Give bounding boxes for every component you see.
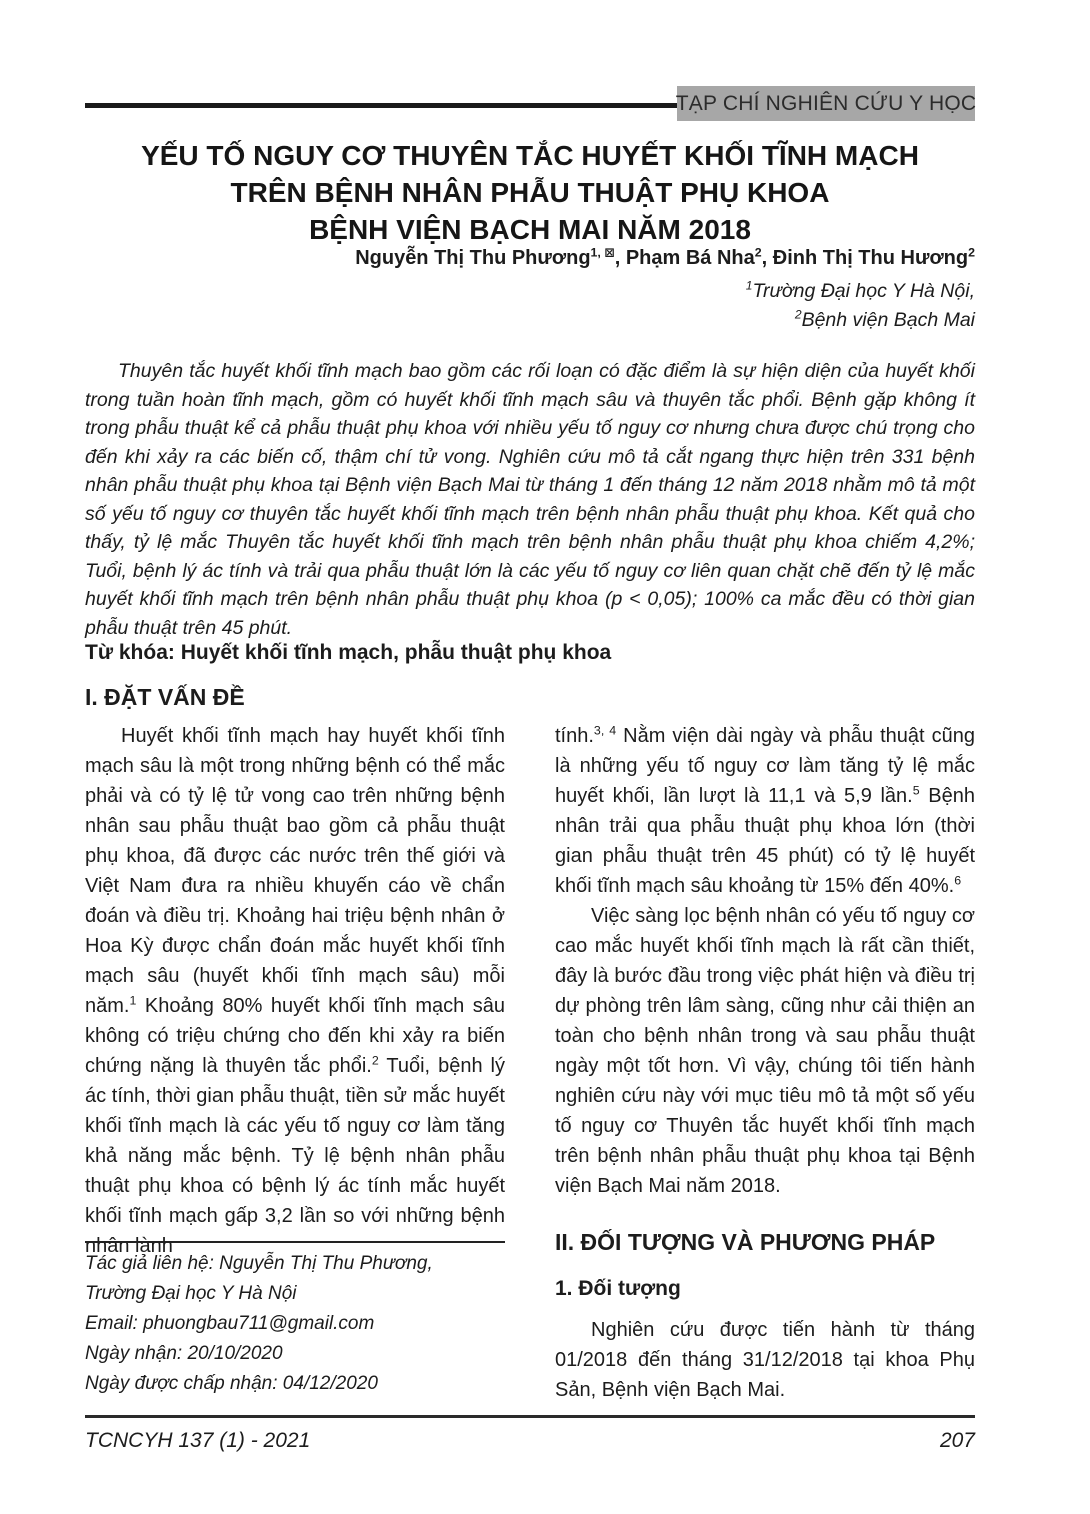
citation-ref: 2 (371, 1053, 379, 1068)
journal-header-box (677, 86, 975, 121)
affiliation-marker-2: 2 (794, 307, 802, 322)
intro-paragraph-1: Huyết khối tĩnh mạch hay huyết khối tĩnh mạch sâu là một trong những bệnh có thể mắc phải và có tỷ lệ tử vong cao trên những bệnh nhân sau phẫu thuật bao gồm cả phẫu thuật phụ khoa, đã được các nước trên thế giới và Việt Nam đưa ra nhiều khuyến cáo về chẩn đoán và điều trị. Khoảng hai triệu bệnh nhân ở Hoa Kỳ được chẩn đoán mắc huyết khối tĩnh mạch sâu (huyết khối tĩnh mạch sâu) mỗi năm.$^1$ Khoảng 80% huyết khối tĩnh mạch sâu không có triệu chứng cho đến khi xảy ra biến chứng nặng là thuyên tắc phổi.$^2$ Tuổi, bệnh lý ác tính, thời gian phẫu thuật, tiền sử mắc huyết khối tĩnh mạch là các yếu tố nguy cơ làm tăng khả năng mắc bệnh. Tỷ lệ bệnh nhân phẫu thuật phụ khoa có bệnh lý ác tính mắc huyết khối tĩnh mạch gấp 3,2 lần so với những bệnh nhân lành (85, 725, 505, 1257)
affiliation-marker-1: 1 (745, 278, 753, 293)
title-line-2: TRÊN BỆNH NHÂN PHẪU THUẬT PHỤ KHOA (230, 177, 830, 208)
intro-left-column (85, 721, 505, 1261)
subsection-1-heading: 1. Đối tượng (555, 1277, 681, 1300)
intro-paragraph-2: Việc sàng lọc bệnh nhân có yếu tố nguy cơ cao mắc huyết khối tĩnh mạch là rất cần thiết, đây là bước đầu trong việc phát hiện và điều trị dự phòng trên lâm sàng, cũng như cải thiện an toàn cho bệnh nhân trong và sau phẫu thuật ngày một tốt hơn. Vì vậy, chúng tôi tiến hành nghiên cứu này với mục tiêu mô tả một số yếu tố nguy cơ Thuyên tắc huyết khối tĩnh mạch trên bệnh nhân phẫu thuật phụ khoa tại Bệnh viện Bạch Mai năm 2018. (555, 905, 975, 1197)
citation-ref: 5 (912, 783, 920, 798)
journal-citation: TCNCYH 137 (1) - 2021 (85, 1429, 311, 1452)
citation-ref: 2 (754, 245, 762, 260)
section-2-heading: II. ĐỐI TƯỢNG VÀ PHƯƠNG PHÁP (555, 1229, 936, 1255)
citation-ref: 1 (129, 993, 137, 1008)
footnote-accepted-date: Ngày được chấp nhận: 04/12/2020 (85, 1373, 378, 1394)
footnote-email: Email: phuongbau711@gmail.com (85, 1313, 375, 1334)
footnote-received-date: Ngày nhận: 20/10/2020 (85, 1343, 283, 1364)
footnote-contact: Tác giả liên hệ: Nguyễn Thị Thu Phương, (85, 1253, 433, 1274)
title-line-1: YẾU TỐ NGUY CƠ THUYÊN TẮC HUYẾT KHỐI TĨNH MẠCH (141, 140, 919, 171)
header-rule (85, 103, 677, 108)
journal-name: TẠP CHÍ NGHIÊN CỨU Y HỌC (675, 91, 977, 115)
footer (85, 1429, 975, 1453)
affiliations-block (85, 277, 975, 335)
citation-ref: 3, 4 (593, 723, 617, 738)
email-icon: ⊠ (604, 245, 615, 260)
citation-ref: 2 (968, 245, 975, 260)
keywords-line: Từ khóa: Huyết khối tĩnh mạch, phẫu thuật phụ khoa (85, 641, 612, 664)
citation-ref: 1, (590, 245, 605, 260)
article-title (85, 137, 975, 248)
footnote-block (85, 1241, 505, 1399)
footnote-affiliation: Trường Đại học Y Hà Nội (85, 1283, 297, 1304)
affiliation-2: $^2$Bệnh viện Bạch Mai (794, 307, 975, 331)
section-1-heading: I. ĐẶT VẤN ĐỀ (85, 684, 245, 710)
abstract-paragraph: Thuyên tắc huyết khối tĩnh mạch bao gồm các rối loạn có đặc điểm là sự hiện diện của huyết khối trong tuần hoàn tĩnh mạch, gồm có huyết khối tĩnh mạch sâu và thuyên tắc phổi. Bệnh gặp không ít trong phẫu thuật kể cả phẫu thuật phụ khoa với nhiều yếu tố nguy cơ nhưng chưa được chú trọng cho đến khi xảy ra các biến cố, thậm chí tử vong. Nghiên cứu mô tả cắt ngang thực hiện trên 331 bệnh nhân phẫu thuật phụ khoa tại Bệnh viện Bạch Mai từ tháng 1 đến tháng 12 năm 2018 nhằm mô tả một số yếu tố nguy cơ thuyên tắc huyết khối tĩnh mạch trên bệnh nhân phẫu thuật phụ khoa. Kết quả cho thấy, tỷ lệ mắc Thuyên tắc huyết khối tĩnh mạch trên bệnh nhân phẫu thuật phụ khoa chiếm 4,2%; Tuổi, bệnh lý ác tính và trải qua phẫu thuật lớn là các yếu tố nguy cơ liên quan chặt chẽ đến tỷ lệ mắc huyết khối tĩnh mạch trên bệnh nhân phẫu thuật phụ khoa (p < 0,05); 100% ca mắc đều có thời gian phẫu thuật trên 45 phút. (85, 360, 975, 639)
footer-rule (85, 1415, 975, 1418)
intro-right-column (555, 721, 975, 1405)
authors-line: Nguyễn Thị Thu Phương$^{1,}$ ⊠, Phạm Bá Nha$^2$, Đinh Thị Thu Hương$^2$ (355, 245, 975, 269)
citation-ref: 6 (954, 873, 962, 888)
intro-paragraph-1-continued: tính.$^{3, 4}$ Nằm viện dài ngày và phẫu thuật cũng là những yếu tố nguy cơ làm tăng tỷ lệ mắc huyết khối, lần lượt là 11,1 và 5,9 lần.$^5$ Bệnh nhân trải qua phẫu thuật phụ khoa lớn (thời gian phẫu thuật trên 45 phút) có tỷ lệ huyết khối tĩnh mạch sâu khoảng từ 15% đến 40%.$^6$ (555, 723, 975, 897)
affiliation-1: $^1$Trường Đại học Y Hà Nội, (745, 278, 975, 302)
page-number: 207 (939, 1429, 975, 1452)
methods-paragraph: Nghiên cứu được tiến hành từ tháng 01/2018 đến tháng 31/12/2018 tại khoa Phụ Sản, Bệnh viện Bạch Mai. (555, 1319, 975, 1401)
title-line-3: BỆNH VIỆN BẠCH MAI NĂM 2018 (309, 214, 751, 245)
